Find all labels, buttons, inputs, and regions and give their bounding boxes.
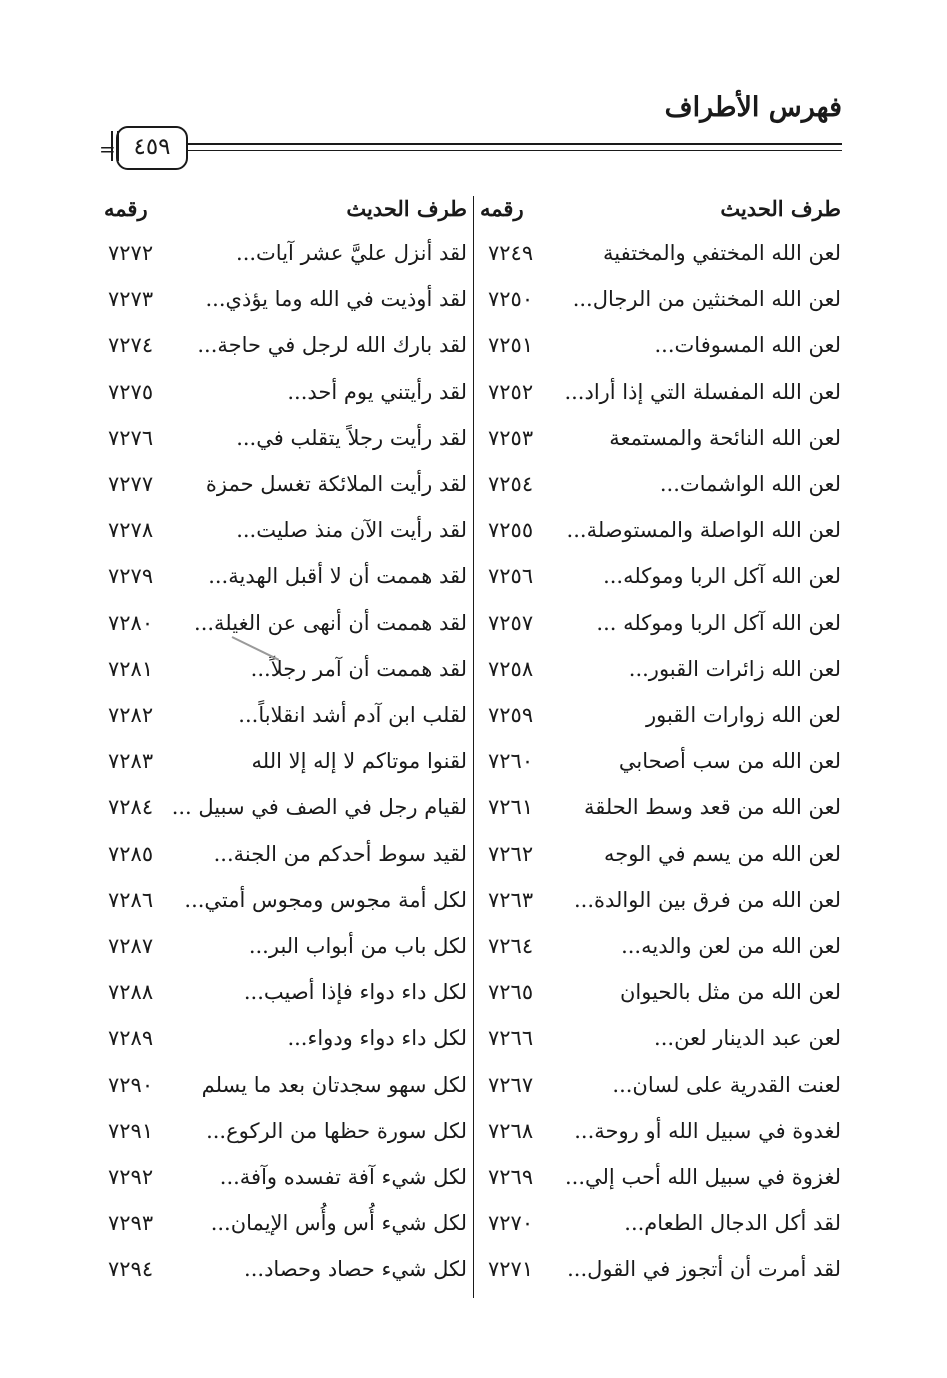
index-entry-number: ٧٢٩٤ bbox=[108, 1257, 154, 1281]
index-entry-text: لقد رأيتني يوم أحد... bbox=[287, 380, 467, 404]
index-entry-text: لكل شيء آفة تفسده وآفة... bbox=[219, 1165, 467, 1189]
index-entry-number: ٧٢٨٩ bbox=[108, 1026, 154, 1050]
index-entry-number: ٧٢٨٠ bbox=[108, 611, 154, 635]
index-entry-text: لعن الله من قعد وسط الحلقة bbox=[583, 795, 841, 819]
index-entry-text: لقد أمرت أن أتجوز في القول... bbox=[567, 1257, 841, 1281]
index-entry-number: ٧٢٥٠ bbox=[488, 287, 534, 311]
index-entry-text: لعن الله المسوفات... bbox=[654, 333, 841, 357]
index-entry-text: لقد رأيت الملائكة تغسل حمزة bbox=[205, 472, 467, 496]
index-entry-number: ٧٢٥١ bbox=[488, 333, 534, 357]
column-divider bbox=[473, 196, 474, 1298]
index-entry-number: ٧٢٥٣ bbox=[488, 426, 534, 450]
index-entry-number: ٧٢٨٥ bbox=[108, 842, 154, 866]
index-entry-number: ٧٢٩٠ bbox=[108, 1073, 154, 1097]
index-entry-text: لقد رأيت الآن منذ صليت... bbox=[236, 518, 467, 542]
index-entry-text: لقلب ابن آدم أشد انقلاباً... bbox=[238, 703, 467, 727]
index-entry-number: ٧٢٩٢ bbox=[108, 1165, 154, 1189]
index-entry-text: لعن الله من فرق بين الوالدة... bbox=[573, 888, 841, 912]
index-entry-text: لقنوا موتاكم لا إله إلا الله bbox=[251, 749, 467, 773]
index-entry-number: ٧٢٨٨ bbox=[108, 980, 154, 1004]
index-entry-text: لعن الله المفسلة التي إذا أراد... bbox=[564, 380, 841, 404]
index-entry-number: ٧٢٧٨ bbox=[108, 518, 154, 542]
index-entry-number: ٧٢٥٨ bbox=[488, 657, 534, 681]
index-entry-text: لعن الله النائحة والمستمعة bbox=[609, 426, 841, 450]
header-rule bbox=[188, 143, 842, 145]
index-entry-text: لقد أكل الدجال الطعام... bbox=[624, 1211, 841, 1235]
index-entry-number: ٧٢٩١ bbox=[108, 1119, 154, 1143]
index-entry-text: لقد هممت أن لا أقبل الهدية... bbox=[208, 564, 467, 588]
right-column-hadith-header: طرف الحديث bbox=[720, 196, 841, 221]
index-entry-text: لكل داء دواء ودواء... bbox=[287, 1026, 467, 1050]
index-entry-text: لقد رأيت رجلاً يتقلب في... bbox=[236, 426, 467, 450]
index-entry-number: ٧٢٦١ bbox=[488, 795, 534, 819]
index-entry-number: ٧٢٨١ bbox=[108, 657, 154, 681]
index-entry-number: ٧٢٨٦ bbox=[108, 888, 154, 912]
index-entry-number: ٧٢٥٢ bbox=[488, 380, 534, 404]
page-number: ٤٥٩ bbox=[133, 134, 171, 160]
index-entry-number: ٧٢٧٩ bbox=[108, 564, 154, 588]
page-number-frame bbox=[116, 126, 188, 170]
index-entry-text: لعن الله آكل الربا وموكله... bbox=[603, 564, 841, 588]
index-entry-text: لعن الله من سب أصحابي bbox=[618, 749, 841, 773]
index-entry-number: ٧٢٤٩ bbox=[488, 241, 534, 265]
index-entry-number: ٧٢٦٨ bbox=[488, 1119, 534, 1143]
left-column-hadith-header: طرف الحديث bbox=[346, 196, 467, 221]
index-entry-text: لكل باب من أبواب البر... bbox=[248, 934, 467, 958]
index-entry-number: ٧٢٦٩ bbox=[488, 1165, 534, 1189]
index-entry-number: ٧٢٦٥ bbox=[488, 980, 534, 1004]
index-entry-number: ٧٢٥٦ bbox=[488, 564, 534, 588]
index-entry-number: ٧٢٧٧ bbox=[108, 472, 154, 496]
index-entry-text: لكل شيء حصاد وحصاد... bbox=[244, 1257, 467, 1281]
index-entry-text: لقيام رجل في الصف في سبيل ... bbox=[171, 795, 467, 819]
index-entry-number: ٧٢٥٧ bbox=[488, 611, 534, 635]
running-title: فهرس الأطراف bbox=[664, 92, 842, 123]
index-entry-number: ٧٢٩٣ bbox=[108, 1211, 154, 1235]
index-entry-number: ٧٢٨٧ bbox=[108, 934, 154, 958]
index-entry-text: لقد هممت أن آمر رجلاً... bbox=[250, 657, 467, 681]
index-entry-number: ٧٢٧٣ bbox=[108, 287, 154, 311]
index-entry-text: لعن الله زوارات القبور bbox=[645, 703, 841, 727]
left-column-number-header: رقمه bbox=[104, 196, 148, 221]
index-entry-number: ٧٢٦٢ bbox=[488, 842, 534, 866]
index-entry-text: لعن الله آكل الربا وموكله ... bbox=[596, 611, 841, 635]
index-entry-number: ٧٢٧١ bbox=[488, 1257, 534, 1281]
index-entry-number: ٧٢٧٢ bbox=[108, 241, 154, 265]
header-rule-thin bbox=[188, 150, 842, 151]
index-entry-text: لعن الله من مثل بالحيوان bbox=[619, 980, 841, 1004]
index-entry-text: لغزوة في سبيل الله أحب إلي... bbox=[565, 1165, 841, 1189]
index-entry-text: لقد بارك الله لرجل في حاجة... bbox=[197, 333, 467, 357]
index-entry-text: لقد أنزل عليَّ عشر آيات... bbox=[236, 241, 467, 265]
index-entry-text: لعن الله من لعن والديه... bbox=[621, 934, 841, 958]
index-entry-text: لعن الله المختفي والمختفية bbox=[602, 241, 841, 265]
index-entry-number: ٧٢٧٤ bbox=[108, 333, 154, 357]
index-entry-text: لعن الله من يسم في الوجه bbox=[604, 842, 841, 866]
edge-mark: = bbox=[99, 137, 116, 161]
index-entry-text: لقد هممت أن أنهى عن الغيلة... bbox=[194, 611, 467, 635]
index-entry-text: لعن الله المخنثين من الرجال... bbox=[572, 287, 841, 311]
right-column-number-header: رقمه bbox=[480, 196, 524, 221]
index-entry-number: ٧٢٦٤ bbox=[488, 934, 534, 958]
index-entry-number: ٧٢٥٤ bbox=[488, 472, 534, 496]
index-entry-text: لعن الله الواصلة والمستوصلة... bbox=[566, 518, 841, 542]
index-entry-text: لعنت القدرية على لسان... bbox=[612, 1073, 841, 1097]
index-entry-number: ٧٢٦٦ bbox=[488, 1026, 534, 1050]
index-entry-number: ٧٢٥٩ bbox=[488, 703, 534, 727]
index-entry-text: لقيد سوط أحدكم من الجنة... bbox=[213, 842, 467, 866]
index-entry-number: ٧٢٧٥ bbox=[108, 380, 154, 404]
index-entry-number: ٧٢٦٠ bbox=[488, 749, 534, 773]
index-entry-text: لقد أوذيت في الله وما يؤذي... bbox=[205, 287, 467, 311]
index-entry-text: لكل سهو سجدتان بعد ما يسلم bbox=[201, 1073, 467, 1097]
index-entry-text: لعن الله الواشمات... bbox=[659, 472, 841, 496]
index-entry-number: ٧٢٥٥ bbox=[488, 518, 534, 542]
index-entry-text: لعن عبد الدينار لعن... bbox=[654, 1026, 841, 1050]
index-entry-number: ٧٢٨٣ bbox=[108, 749, 154, 773]
index-entry-number: ٧٢٨٤ bbox=[108, 795, 154, 819]
index-entry-text: لكل سورة حظها من الركوع... bbox=[206, 1119, 467, 1143]
index-entry-text: لغدوة في سبيل الله أو روحة... bbox=[574, 1119, 841, 1143]
index-entry-text: لكل أمة مجوس ومجوس أمتي... bbox=[184, 888, 467, 912]
index-entry-number: ٧٢٦٧ bbox=[488, 1073, 534, 1097]
index-entry-text: لكل شيء أُس وأُس الإيمان... bbox=[210, 1211, 467, 1235]
index-entry-number: ٧٢٧٦ bbox=[108, 426, 154, 450]
index-entry-text: لكل داء دواء فإذا أصيب... bbox=[243, 980, 467, 1004]
index-entry-text: لعن الله زائرات القبور... bbox=[628, 657, 841, 681]
index-entry-number: ٧٢٦٣ bbox=[488, 888, 534, 912]
index-entry-number: ٧٢٨٢ bbox=[108, 703, 154, 727]
index-entry-number: ٧٢٧٠ bbox=[488, 1211, 534, 1235]
